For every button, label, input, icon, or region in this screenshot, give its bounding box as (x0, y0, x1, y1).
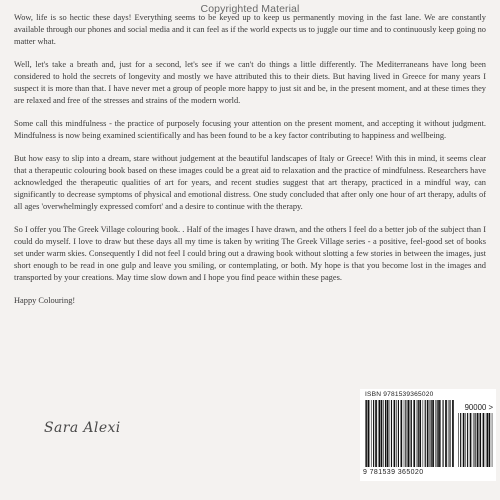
barcode-digits: 9 781539 365020 (363, 469, 424, 476)
watermark: Copyrighted Material (200, 3, 300, 15)
back-cover-text (14, 12, 486, 318)
closing-line: Happy Colouring! (14, 296, 76, 305)
author-signature: Sara Alexi (44, 420, 121, 436)
isbn-label: ISBN 9781539365020 (365, 391, 434, 398)
paragraph-mindfulness: Some call this mindfulness - the practice of purposely focusing your attention on the present moment, and accepting it without judgment. Mindfulness is now being examined scientifically and has been found to be a key factor contributing to happiness and wellbeing. (14, 119, 486, 140)
paragraph-intro: Wow, life is so hectic these days! Everything seems to be keyed up to keep us permanently moving in the fast lane. We are constantly available through our phones and social media and it can feel as if the world expects us to juggle our time and to continuously keep going no matter what. (14, 13, 486, 46)
barcode-panel (360, 389, 496, 481)
paragraph-art-therapy: But how easy to slip into a dream, stare without judgement at the beautiful landscapes of Italy or Greece! With this in mind, it seems clear that a therapeutic colouring book based on these images could be a great aid to relaxation and the practice of mindfulness. Researchers have acknowledged the therapeutic qualities of art for years, and recent studies suggest that art therapy, practiced in a mindful way, can significantly to decrease symptoms of physical and emotional distress. One study concluded that after only one hour of art therapy, adults of all ages 'overwhelmingly expressed comfort' and a desire to continue with the therapy. (14, 154, 486, 211)
paragraph-offer: So I offer you The Greek Village colouring book. . Half of the images I have drawn, and the others I feel do a better job of the subject than I could do myself. I love to draw but these days all my time is taken by writing The Greek Village series - a positive, feel-good set of books set under warm skies. Consequently I did not feel I could bring out a drawing book without slotting a few stories in between the images, just short enough to be read in one gulp and leave you smiling, or contemplating, or both. My hope is that you become lost in the images and transported by your creations. May time slow down and I hope you find peace within these pages. (14, 225, 486, 282)
paragraph-mediterranean: Well, let's take a breath and, just for a second, let's see if we can't do things a little differently. The Mediterraneans have long been considered to hold the secrets of longevity and mostly we have attributed this to their diets. But having lived in Greece for many years I suspect it is more than that. I have never met a group of people more happy to just sit and be, in the present moment, and at these times they are relaxed and free of the stresses and strains of the modern world. (14, 60, 486, 105)
barcode-addon-icon (458, 413, 494, 467)
barcode-icon (365, 400, 454, 467)
price-code: 90000 > (464, 403, 493, 412)
